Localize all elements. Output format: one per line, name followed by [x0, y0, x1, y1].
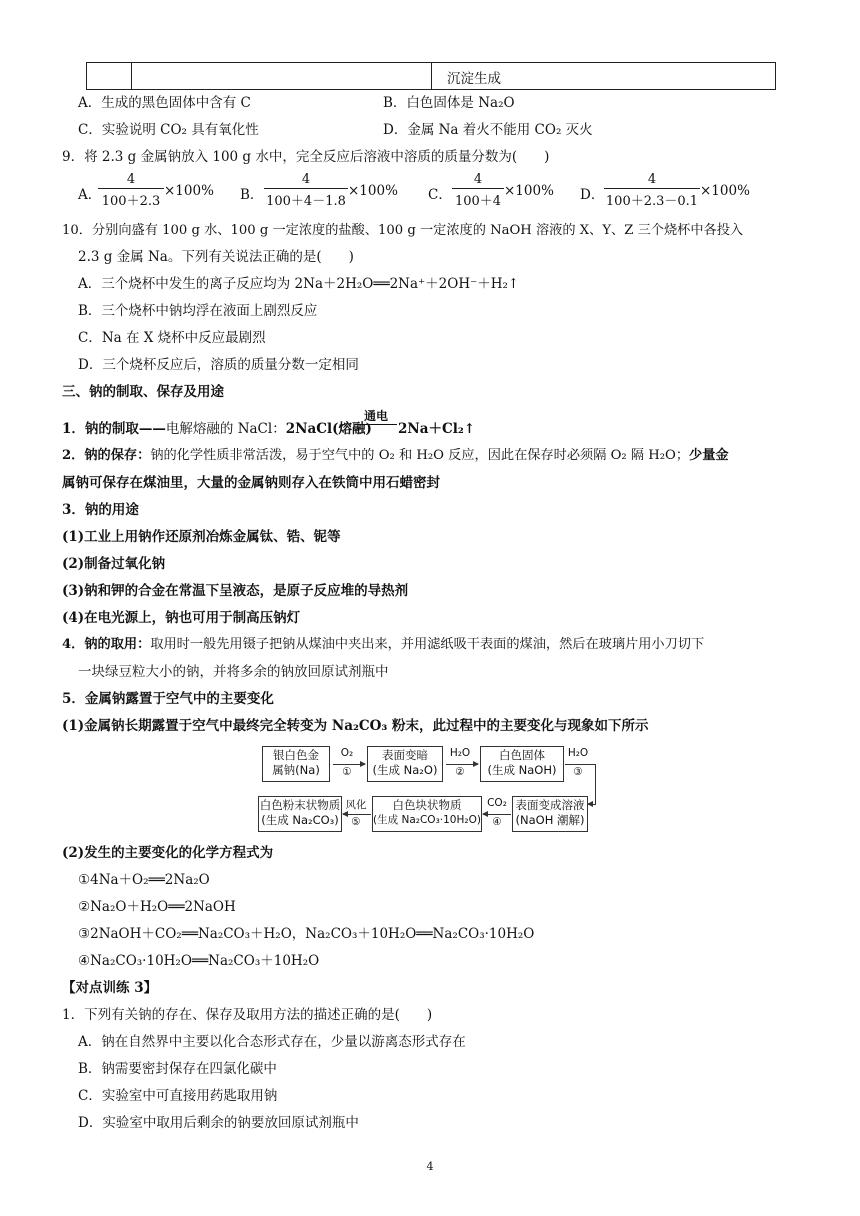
flow-arrow2-reagent: H₂O [449, 747, 471, 759]
flow-box-text: 表面变暗 [382, 748, 428, 762]
q10-option-a: A．三个烧杯中发生的离子反应均为 2Na＋2H₂O══2Na⁺＋2OH⁻＋H₂↑ [78, 276, 520, 292]
q9-d-denominator: 100＋2.3－0.1 [605, 194, 699, 209]
item1-line [62, 420, 372, 438]
q10-option-b: B．三个烧杯中钠均浮在液面上剧烈反应 [78, 303, 318, 319]
electrolysis-arrow [355, 410, 397, 425]
q9-a-label: A． [78, 187, 102, 203]
flow-box-text: 属钠(Na) [272, 763, 320, 777]
q9-c-fraction [452, 172, 504, 209]
flow-arrow-5 [343, 814, 371, 815]
table-cell [87, 63, 132, 89]
q9-a-fraction [98, 172, 164, 209]
flow-box-text: 白色固体 [499, 748, 545, 762]
flow-box-text: 表面变成溶液 [515, 798, 585, 812]
flow-arrow-1 [333, 764, 365, 765]
item3-heading: 3．钠的用途 [62, 502, 139, 518]
q8-option-d: D．金属 Na 着火不能用 CO₂ 灭火 [383, 122, 593, 138]
flow-box-sodium [262, 746, 330, 782]
flow-box-darkened [367, 746, 443, 782]
flow-connector [565, 764, 595, 765]
q9-b-label: B． [240, 187, 264, 203]
q8-option-a: A．生成的黑色固体中含有 C [78, 95, 251, 111]
flow-box-white-solid [480, 746, 564, 782]
item2-line2: 属钠可保存在煤油里，大量的金属钠则存入在铁筒中用石蜡密封 [62, 475, 440, 491]
flow-arrow5-step: ⑤ [351, 816, 361, 828]
use-4: (4)在电光源上，钠也可用于制高压钠灯 [62, 610, 301, 626]
q9-a-denominator: 100＋2.3 [101, 194, 161, 209]
q9-c-denominator: 100＋4 [454, 194, 502, 209]
q9-d-fraction [604, 172, 700, 209]
flow-box-text: (生成 Na₂CO₃·10H₂O) [373, 814, 481, 826]
q9-stem: 9．将 2.3 g 金属钠放入 100 g 水中，完全反应后溶液中溶质的质量分数为( ) [62, 149, 550, 165]
q9-d-numerator: 4 [604, 172, 700, 189]
item2-text: 钠的化学性质非常活泼，易于空气中的 O₂ 和 H₂O 反应，因此在保存时必须隔 O₂ 隔 H₂O； [150, 448, 690, 463]
flow-box-solution [512, 796, 588, 832]
training-q1-option-d: D．实验室中取用后剩余的钠要放回原试剂瓶中 [78, 1115, 359, 1131]
page-number: 4 [426, 1160, 434, 1173]
flow-arrow2-step: ② [455, 766, 465, 778]
flow-arrow-2 [446, 764, 478, 765]
flow-box-powder [258, 796, 342, 832]
q9-b-suffix: ×100% [348, 183, 398, 199]
q9-b-numerator: 4 [264, 172, 348, 189]
table-fragment [86, 62, 776, 90]
item4-text1: 取用时一般先用镊子把钠从煤油中夹出来，并用滤纸吸干表面的煤油，然后在玻璃片用小刀切下 [150, 637, 705, 652]
flow-box-text: (生成 Na₂O) [372, 763, 438, 777]
use-1: (1)工业上用钠作还原剂冶炼金属钛、锆、铌等 [62, 529, 341, 545]
flow-box-text: (生成 Na₂CO₃) [261, 813, 339, 827]
item4-line1 [62, 636, 704, 654]
q9-c-suffix: ×100% [504, 183, 554, 199]
item1-eq-right: 2Na＋Cl₂↑ [398, 421, 476, 437]
flow-arrow3-reagent: H₂O [567, 747, 589, 759]
item1-text: 电解熔融的 NaCl： [165, 421, 286, 437]
training-q1-option-a: A．钠在自然界中主要以化合态形式存在，少量以游离态形式存在 [78, 1034, 466, 1050]
equation-3: ③2NaOH＋CO₂══Na₂CO₃＋H₂O，Na₂CO₃＋10H₂O══Na₂CO₃·10H₂O [78, 926, 535, 942]
item4-prefix: 4．钠的取用： [62, 637, 151, 652]
flow-arrow1-reagent: O₂ [340, 747, 354, 759]
use-3: (3)钠和钾的合金在常温下呈液态，是原子反应堆的导热剂 [62, 583, 409, 599]
training-heading: 【对点训练 3】 [62, 980, 158, 996]
q9-a-numerator: 4 [98, 172, 164, 189]
flow-arrow1-step: ① [342, 766, 352, 778]
q9-c-label: C． [428, 187, 452, 203]
q9-c-numerator: 4 [452, 172, 504, 189]
equation-1: ①4Na＋O₂══2Na₂O [78, 872, 210, 888]
q10-stem-line2: 2.3 g 金属 Na。下列有关说法正确的是( ) [78, 249, 354, 265]
flow-box-text: (生成 NaOH) [487, 763, 557, 777]
q8-option-c: C．实验说明 CO₂ 具有氧化性 [78, 122, 259, 138]
item5-heading: 5．金属钠露置于空气中的主要变化 [62, 691, 274, 707]
item2-line1 [62, 447, 729, 465]
q10-option-d: D．三个烧杯反应后，溶质的质量分数一定相同 [78, 357, 359, 373]
q10-stem-line1: 10．分别向盛有 100 g 水、100 g 一定浓度的盐酸、100 g 一定浓度的 NaOH 溶液的 X、Y、Z 三个烧杯中各投入 [62, 223, 744, 238]
flow-box-text: (NaOH 潮解) [515, 813, 585, 827]
flow-arrow-4 [483, 814, 511, 815]
table-cell [131, 63, 432, 89]
flow-arrow4-step: ④ [492, 816, 502, 828]
equation-4: ④Na₂CO₃·10H₂O══Na₂CO₃＋10H₂O [78, 953, 320, 969]
item4-line2: 一块绿豆粒大小的钠，并将多余的钠放回原试剂瓶中 [78, 664, 389, 680]
q10-option-c: C．Na 在 X 烧杯中反应最剧烈 [78, 330, 266, 346]
flow-box-text: 白色块状物质 [392, 798, 462, 812]
use-2: (2)制备过氧化钠 [62, 556, 166, 572]
flow-arrow3-step: ③ [573, 766, 583, 778]
q9-a-suffix: ×100% [164, 183, 214, 199]
flow-arrow-3 [588, 804, 596, 805]
flow-box-text: 白色粉末状物质 [259, 798, 341, 812]
q9-d-label: D． [580, 187, 605, 203]
q8-option-b: B．白色固体是 Na₂O [383, 95, 515, 111]
item1-eq-left: 2NaCl(熔融) [285, 421, 372, 437]
flow-arrow5-reagent: 风化 [345, 799, 367, 811]
q9-b-denominator: 100＋4－1.8 [266, 194, 346, 209]
electrolysis-condition: 通电 [363, 409, 388, 423]
training-q1-option-b: B．钠需要密封保存在四氯化碳中 [78, 1061, 277, 1077]
item5-sub2: (2)发生的主要变化的化学方程式为 [62, 845, 274, 861]
flow-connector [595, 764, 596, 804]
flow-box-crystal [372, 796, 482, 832]
flow-box-text: 银白色金 [273, 748, 319, 762]
flow-arrow4-reagent: CO₂ [487, 797, 507, 809]
q9-b-fraction [264, 172, 348, 209]
table-cell-precipitate: 沉淀生成 [447, 71, 501, 87]
training-q1-stem: 1．下列有关钠的存在、保存及取用方法的描述正确的是( ) [62, 1007, 433, 1023]
equation-2: ②Na₂O＋H₂O══2NaOH [78, 899, 236, 915]
section-heading: 三、钠的制取、保存及用途 [62, 384, 224, 400]
item2-bold1: 少量金 [689, 448, 729, 463]
item5-sub1: (1)金属钠长期露置于空气中最终完全转变为 Na₂CO₃ 粉末，此过程中的主要变化与现象如下所示 [62, 718, 649, 734]
item1-prefix: 1．钠的制取—— [62, 421, 166, 437]
training-q1-option-c: C．实验室中可直接用药匙取用钠 [78, 1088, 278, 1104]
item2-prefix: 2．钠的保存： [62, 448, 151, 463]
q9-d-suffix: ×100% [700, 183, 750, 199]
